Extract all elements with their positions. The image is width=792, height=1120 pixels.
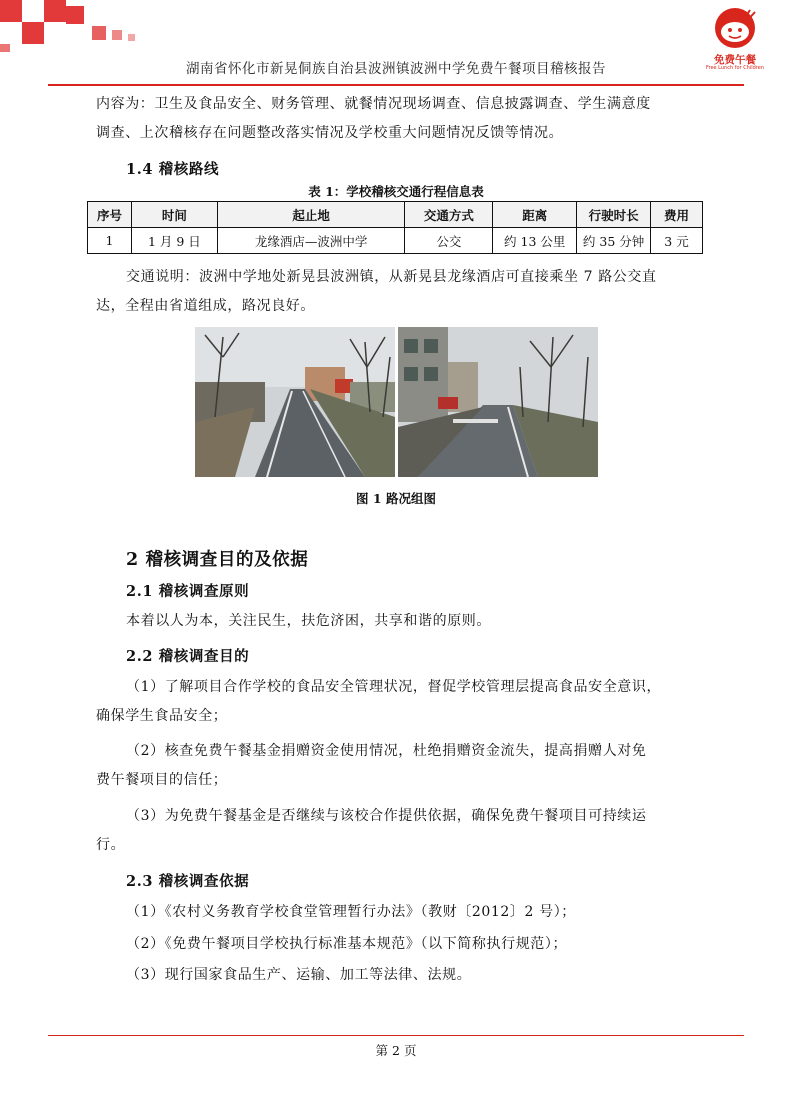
figure-caption: 图 1 路况组图 [356, 491, 436, 506]
table-header-cell: 距离 [493, 202, 577, 228]
route-table [87, 201, 703, 254]
table-cell: 约 13 公里 [493, 228, 577, 254]
table-cell: 公交 [405, 228, 493, 254]
section-1-4-title: 1.4 稽核路线 [126, 161, 220, 178]
table-header-cell: 序号 [88, 202, 132, 228]
purpose-3-line-1: （3）为免费午餐基金是否继续与该校合作提供依据，确保免费午餐项目可持续运 [126, 808, 647, 824]
section-2-1-title: 2.1 稽核调查原则 [126, 583, 250, 600]
page-number: 第 2 页 [375, 1043, 417, 1058]
table-header-cell: 起止地 [217, 202, 405, 228]
road-photo-1 [195, 327, 395, 477]
table-row [88, 228, 703, 254]
table-header-cell: 行驶时长 [577, 202, 651, 228]
footer-rule [48, 1035, 744, 1036]
purpose-2-line-2: 费午餐项目的信任； [96, 772, 228, 788]
basis-2: （2）《免费午餐项目学校执行标准基本规范》（以下简称执行规范）； [126, 936, 568, 952]
road-photo-2 [398, 327, 598, 477]
table-header-row [88, 202, 703, 228]
traffic-note-line-1: 交通说明：波洲中学地处新晃县波洲镇，从新晃县龙缘酒店可直接乘坐 7 路公交直 [126, 269, 657, 285]
table-cell: 约 35 分钟 [577, 228, 651, 254]
header-rule [48, 84, 744, 86]
table-cell: 3 元 [651, 228, 703, 254]
table-header-cell: 时间 [131, 202, 217, 228]
purpose-2-line-1: （2）核查免费午餐基金捐赠资金使用情况，杜绝捐赠资金流失，提高捐赠人对免 [126, 743, 647, 759]
basis-3: （3）现行国家食品生产、运输、加工等法律、法规。 [126, 967, 472, 983]
table-cell: 龙缘酒店—波洲中学 [217, 228, 405, 254]
report-header-title: 湖南省怀化市新晃侗族自治县波洲镇波洲中学免费午餐项目稽核报告 [186, 61, 606, 77]
purpose-1-line-2: 确保学生食品安全； [96, 708, 228, 724]
free-lunch-logo [700, 6, 770, 72]
basis-1: （1）《农村义务教育学校食堂管理暂行办法》（教财〔2012〕2 号）； [126, 904, 576, 920]
table-cell: 1 [88, 228, 132, 254]
logo-text: 免费午餐 [714, 54, 756, 66]
table-header-cell: 交通方式 [405, 202, 493, 228]
header-checker-decoration [0, 0, 160, 52]
section-2-3-title: 2.3 稽核调查依据 [126, 873, 250, 890]
bowl-icon [700, 6, 770, 52]
traffic-note-line-2: 达，全程由省道组成，路况良好。 [96, 298, 315, 314]
purpose-3-line-2: 行。 [96, 837, 126, 853]
table-caption: 表 1：学校稽核交通行程信息表 [308, 184, 484, 199]
intro-line-1: 内容为：卫生及食品安全、财务管理、就餐情况现场调查、信息披露调查、学生满意度 [96, 96, 651, 112]
table-header-cell: 费用 [651, 202, 703, 228]
logo-subtext: Free Lunch for Children [705, 65, 764, 71]
intro-line-2: 调查、上次稽核存在问题整改落实情况及学校重大问题情况反馈等情况。 [96, 125, 564, 141]
principle-text: 本着以人为本，关注民生，扶危济困，共享和谐的原则。 [126, 613, 491, 629]
section-2-title: 2 稽核调查目的及依据 [126, 550, 309, 570]
purpose-1-line-1: （1）了解项目合作学校的食品安全管理状况，督促学校管理层提高食品安全意识， [126, 679, 662, 695]
section-2-2-title: 2.2 稽核调查目的 [126, 648, 250, 665]
table-cell: 1 月 9 日 [131, 228, 217, 254]
